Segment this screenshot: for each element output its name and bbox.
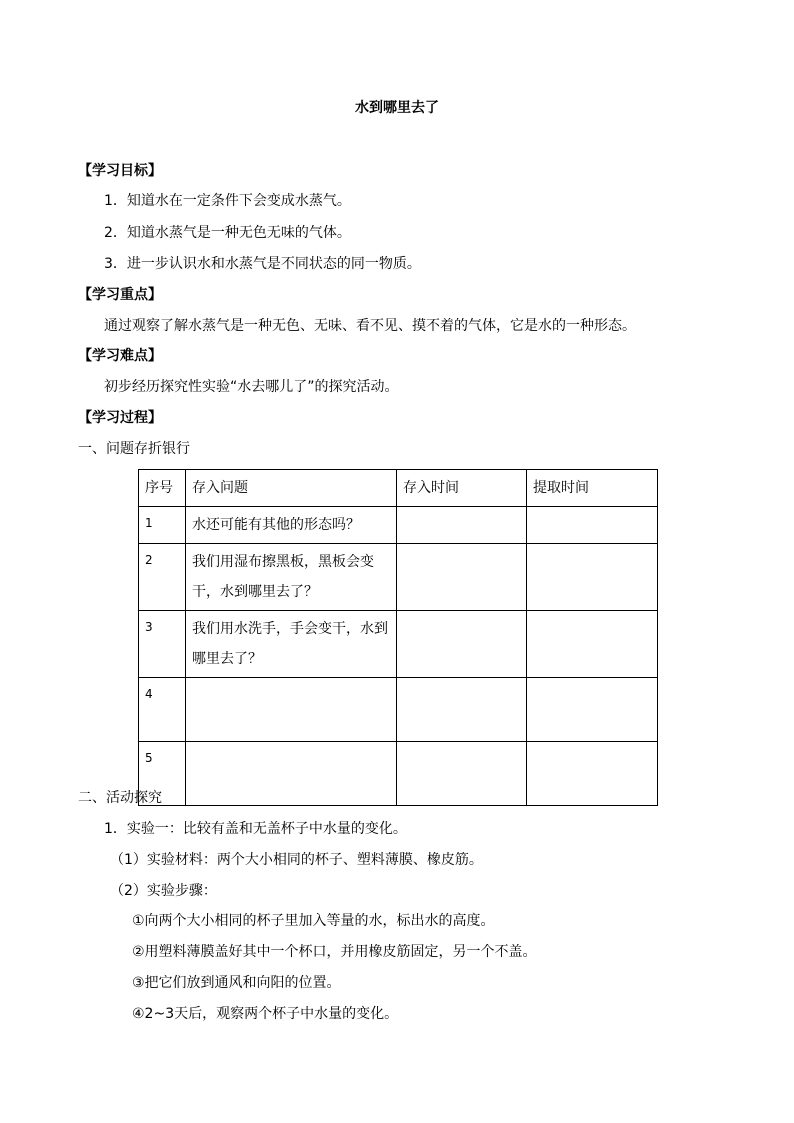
table-header-cell: 提取时间 [527,470,658,507]
deposit-time-cell [397,544,527,611]
row-number: 3 [139,611,186,678]
withdraw-time-cell [527,544,658,611]
deposit-time-cell [397,611,527,678]
table-row [139,544,658,611]
question-cell [186,742,397,806]
process-heading: 【学习过程】 [78,410,162,426]
table-row [139,742,658,806]
table-row [139,611,658,678]
experiment-materials: （1）实验材料：两个大小相同的杯子、塑料薄膜、橡皮筋。 [110,852,483,868]
question-cell: 水还可能有其他的形态吗？ [186,507,397,544]
objective-item: 2．知道水蒸气是一种无色无味的气体。 [104,225,351,241]
row-number: 2 [139,544,186,611]
question-cell: 我们用湿布擦黑板，黑板会变干，水到哪里去了？ [186,544,397,611]
experiment-title: 1．实验一：比较有盖和无盖杯子中水量的变化。 [104,821,407,837]
withdraw-time-cell [527,611,658,678]
table-header-cell: 存入时间 [397,470,527,507]
objective-item: 3．进一步认识水和水蒸气是不同状态的同一物质。 [104,256,421,272]
difficulties-text: 初步经历探究性实验“水去哪儿了”的探究活动。 [104,379,399,395]
question-bank-table [138,469,658,806]
objectives-heading: 【学习目标】 [78,163,162,179]
table-row [139,678,658,742]
deposit-time-cell [397,742,527,806]
table-header-cell: 存入问题 [186,470,397,507]
section-heading: 二、活动探究 [78,790,162,806]
withdraw-time-cell [527,678,658,742]
experiment-step: ③把它们放到通风和向阳的位置。 [132,975,341,991]
question-cell [186,678,397,742]
row-number: 5 [139,742,186,806]
row-number: 1 [139,507,186,544]
row-number: 4 [139,678,186,742]
objective-item: 1．知道水在一定条件下会变成水蒸气。 [104,193,351,209]
question-cell: 我们用水洗手，手会变干，水到哪里去了？ [186,611,397,678]
difficulties-heading: 【学习难点】 [78,348,162,364]
experiment-step: ④2~3天后，观察两个杯子中水量的变化。 [132,1006,399,1022]
deposit-time-cell [397,678,527,742]
page-title: 水到哪里去了 [355,100,439,116]
deposit-time-cell [397,507,527,544]
experiment-step: ①向两个大小相同的杯子里加入等量的水，标出水的高度。 [132,913,495,929]
table-header-cell: 序号 [139,470,186,507]
key-points-text: 通过观察了解水蒸气是一种无色、无味、看不见、摸不着的气体，它是水的一种形态。 [104,318,636,334]
table-row [139,507,658,544]
table-header-row [139,470,658,507]
key-points-heading: 【学习重点】 [78,287,162,303]
withdraw-time-cell [527,507,658,544]
experiment-steps-heading: （2）实验步骤： [110,883,217,899]
withdraw-time-cell [527,742,658,806]
experiment-step: ②用塑料薄膜盖好其中一个杯口，并用橡皮筋固定，另一个不盖。 [132,944,537,960]
section-heading: 一、问题存折银行 [78,441,190,457]
